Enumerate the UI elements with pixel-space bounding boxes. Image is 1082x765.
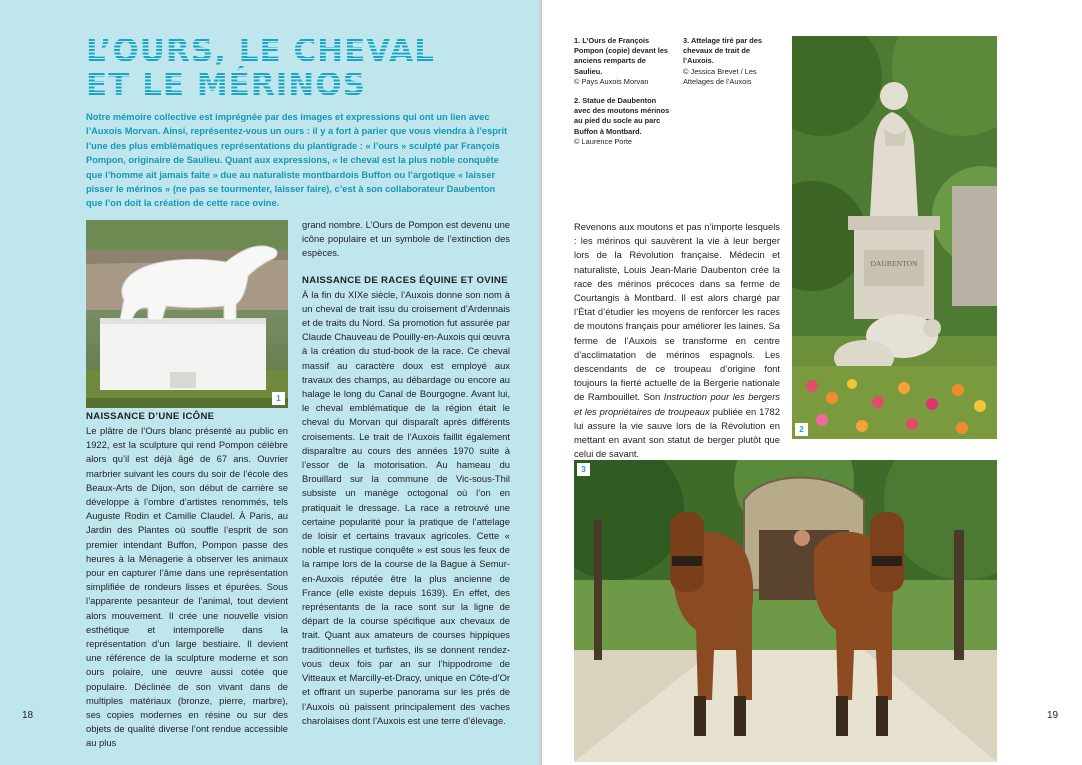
article-title — [86, 34, 506, 102]
horse-carriage-photo — [574, 460, 997, 762]
merinos-paragraph — [574, 220, 780, 461]
section2-body: À la fin du XIXe siècle, l’Auxois donne son nom à un cheval de trait issu du croisement d’Ardennais et de traits du Nord. Sa promotion fut assurée par Claude Chauveau de Pouilly-en-Auxois qui œuvra à la création du stud-book de la race. Ce cheval massif au caractère doux est employé aux travaux des champs, au débardage ou encore au halage le long du Canal de Bourgogne. Avant lui, le cheval emblématique de la région était le cheval du Morvan qui disparaît après différents croisements. Le trait de l’Auxois faillit également disparaître au cours des années 1970 suite à l’essor de la motorisation. Au hameau du Brouillard sur la commune de Vic-sous-Thil subsiste un manège octogonal où l’on en pratiquait le dressage. La race a retrouvé une certaine popularité pour la pratique de l’attelage de loisir et certains travaux agricoles. Cette « noble et rustique conquête » est sous les feux de la rampe lors de la course de la Bague à Semur-en-Auxois réputée être la plus ancienne de France (elle existe depuis 1639). En effet, des représentants de la race sont sur la ligne de départ de la course spécifique aux chevaux de trait. Quant aux amateurs de courses hippiques traditionnelles et turfistes, ils se donnent rendez-vous deux fois par an sur l’hippodrome de Vitteaux et Marcilly-et-Dracy, unique en Côte-d’Or et offrant un superbe panorama sur les prés de l’Auxois où paissent principalement des vaches charolaises dont l’Auxois est une terre d’élevage. — [302, 288, 510, 726]
horse-carriage-illustration — [574, 460, 997, 762]
caption-1-credit: © Pays Auxois Morvan — [574, 76, 649, 86]
caption-1 — [574, 36, 672, 87]
intro-paragraph: Notre mémoire collective est imprégnée par des images et expressions qui ont un lien avec l’Auxois Morvan. Ainsi, représentez-vous un ours : il y a fort à parier que vous viendra à l’esprit l’une des plus emblématiques représentations du plantigrade : « l’ours » sculpté par François Pompon, originaire de Saulieu. Quant aux expressions, « le cheval est la plus noble conquête que l’homme ait jamais faite » due au naturaliste montbardois Buffon ou l’argotique « laisser pisser le mérinos » (ne pas se tourmenter, laisser faire), c’est à son collaborateur Daubenton que l’on doit la création de cette race ovine. — [86, 112, 508, 209]
section2-heading: NAISSANCE DE RACES ÉQUINE ET OVINE — [302, 274, 508, 286]
page-number-right: 19 — [1047, 710, 1059, 721]
caption-2-credit: © Laurence Porte — [574, 136, 633, 146]
right-page — [542, 0, 1082, 765]
left-page — [0, 0, 539, 765]
merinos-text-part1: Revenons aux moutons et pas n’importe lesquels : les mérinos qui sauvèrent la vie à leur berger lors de la Révolution française. Médecin et naturaliste, Louis Jean-Marie Daubenton crée la race des mérinos précoces dans sa ferme de Courtangis à Montbard. Il est alors chargé par l’État d’étudier les moyens de renforcer les races de moutons français pour améliorer les laines. Sa ferme de l’Auxois se transforme en centre d’acclimatation de mérinos espagnols. Les descendants de ce troupeau d’origine font toujours la fierté actuelle de la Bergerie nationale de Rambouillet. Son — [574, 221, 780, 403]
caption-1-title: 1. L’Ours de François Pompon (copie) devant les anciens remparts de Saulieu. — [574, 36, 669, 76]
right-column — [574, 220, 780, 461]
polar-bear-photo — [86, 220, 288, 408]
caption-2-title: 2. Statue de Daubenton avec des moutons mérinos au pied du socle au parc Buffon à Montbard. — [574, 96, 670, 136]
caption-3-title: 3. Attelage tiré par des chevaux de trait de l’Auxois. — [683, 36, 762, 66]
page-number-left: 18 — [22, 710, 34, 721]
daubenton-statue-photo — [792, 36, 997, 439]
middle-column — [302, 218, 510, 728]
photo3-number-badge: 3 — [577, 463, 590, 476]
caption-3-credit: © Jessica Brevet / Les Attelages de l’Auxois — [683, 66, 757, 86]
column-continuation: grand nombre. L’Ours de Pompon est devenu une icône populaire et un symbole de l’extinction des espèces. — [302, 219, 510, 259]
daubenton-statue-illustration — [792, 36, 997, 439]
statue-plaque-text: DAUBENTON — [870, 259, 918, 268]
section1-body: Le plâtre de l’Ours blanc présenté au public en 1922, est la sculpture qui rend Pompon célèbre alors qu’il est déjà âgé de 67 ans. Ouvrier marbrier suivant les cours du soir de l’école des Beaux-Arts de Dijon, son début de carrière se développe à l’ombre d’artistes renommés, tels Auguste Rodin et Camille Claudel. À Paris, au Jardin des Plantes où souffle l’esprit de son premier intendant Buffon, Pompon passe des heures à la Ménagerie à observer les animaux pour en capturer l’âme dans une représentation simplifiée de rondeurs lisses et épurées. Sous l’apparente pesanteur de l’animal, tout devient alors mouvement. Il crée une nouvelle vision esthétique et intemporelle dans la représentation d’un large bestiaire. Il devient une référence de la sculpture moderne et son ours polaire, une œuvre aussi cotée que populaire. Déclinée de son vivant dans de multiples matériaux (bronze, pierre, marbre), ses copies modernes en résine ou sur des objets de qualité diverse l’ont rendue accessible au plus — [86, 425, 288, 749]
polar-bear-illustration — [86, 220, 288, 408]
merinos-text-part2: publiée en 1782 lui assure la vie sauve lors de la Révolution en mettant en avant son statut de berger plutôt que celui de savant. — [574, 405, 780, 460]
merinos-book-title: Instruction pour les bergers et les propriétaires de troupeaux — [574, 391, 780, 417]
title-line-2: ET LE MÉRINOS — [86, 67, 366, 103]
photo-number-badge: 1 — [272, 392, 285, 405]
title-line-1: L’OURS, LE CHEVAL — [86, 33, 435, 69]
caption-2 — [574, 96, 672, 147]
left-column — [86, 410, 288, 751]
caption-3 — [683, 36, 779, 87]
section1-heading: NAISSANCE D’UNE ICÔNE — [86, 411, 215, 422]
photo2-number-badge: 2 — [795, 423, 808, 436]
